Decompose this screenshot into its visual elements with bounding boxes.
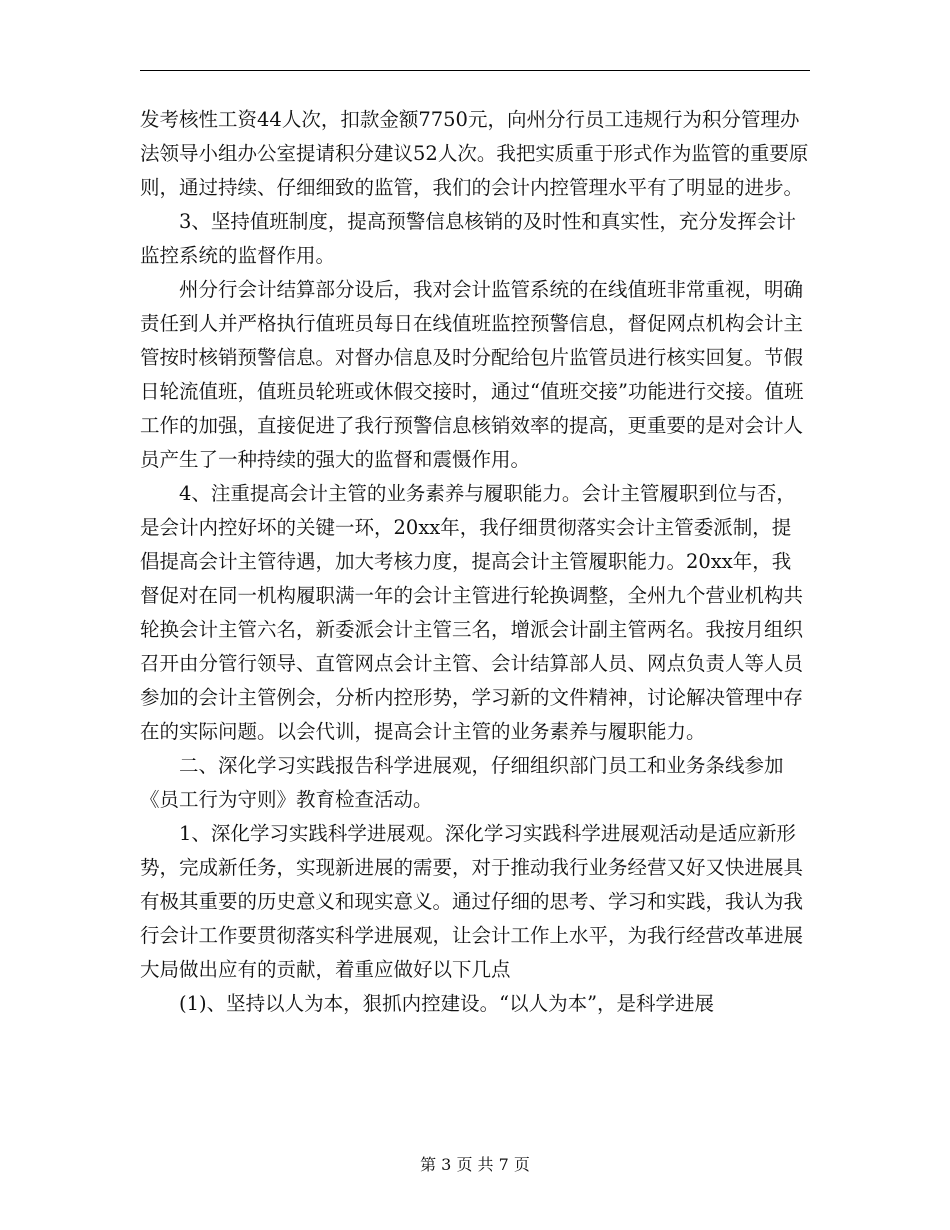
paragraph-continuation: 发考核性工资44人次，扣款金额7750元，向州分行员工违规行为积分管理办法领导小组办公室提请积分建议52人次。我把实质重于形式作为监管的重要原则，通过持续、仔细细致的监管，我们的会计内控管理水平有了明显的进步。 [140, 108, 809, 199]
paragraph-duty: 州分行会计结算部分设后，我对会计监管系统的在线值班非常重视，明确责任到人并严格执行值班员每日在线值班监控预警信息，督促网点机构会计主管按时核销预警信息。对督办信息及时分配给包片监管员进行核实回复。节假日轮流值班，值班员轮班或休假交接时，通过“值班交接”功能进行交接。值班工作的加强，直接促进了我行预警信息核销效率的提高，更重要的是对会计人员产生了一种持续的强大的监督和震慑作用。 [140, 278, 804, 471]
page-number: 第 3 页 共 7 页 [420, 1155, 530, 1174]
paragraph-item-1: (1)、坚持以人为本，狠抓内控建设。“以人为本”，是科学进展 [179, 992, 715, 1015]
body-text [140, 103, 810, 1021]
paragraph-section-2-1: 1、深化学习实践科学进展观。深化学习实践科学进展观活动是适应新形势，完成新任务，实现新进展的需要，对于推动我行业务经营又好又快进展具有极其重要的历史意义和现实意义。通过仔细的思考、学习和实践，我认为我行会计工作要贯彻落实科学进展观，让会计工作上水平，为我行经营改革进展大局做出应有的贡献，着重应做好以下几点 [140, 822, 804, 981]
header-rule [140, 70, 810, 71]
paragraph-4: 4、注重提高会计主管的业务素养与履职能力。会计主管履职到位与否，是会计内控好坏的关键一环，20xx年，我仔细贯彻落实会计主管委派制，提倡提高会计主管待遇，加大考核力度，提高会计主管履职能力。20xx年，我督促对在同一机构履职满一年的会计主管进行轮换调整，全州九个营业机构共轮换会计主管六名，新委派会计主管三名，增派会计副主管两名。我按月组织召开由分管行领导、直管网点会计主管、会计结算部人员、网点负责人等人员参加的会计主管例会，分析内控形势，学习新的文件精神，讨论解决管理中存在的实际问题。以会代训，提高会计主管的业务素养与履职能力。 [140, 482, 804, 743]
paragraph-3-heading: 3、坚持值班制度，提高预警信息核销的及时性和真实性，充分发挥会计监控系统的监督作用。 [140, 210, 796, 267]
section-2-heading: 二、深化学习实践报告科学进展观，仔细组织部门员工和业务条线参加《员工行为守则》教育检查活动。 [140, 754, 784, 811]
